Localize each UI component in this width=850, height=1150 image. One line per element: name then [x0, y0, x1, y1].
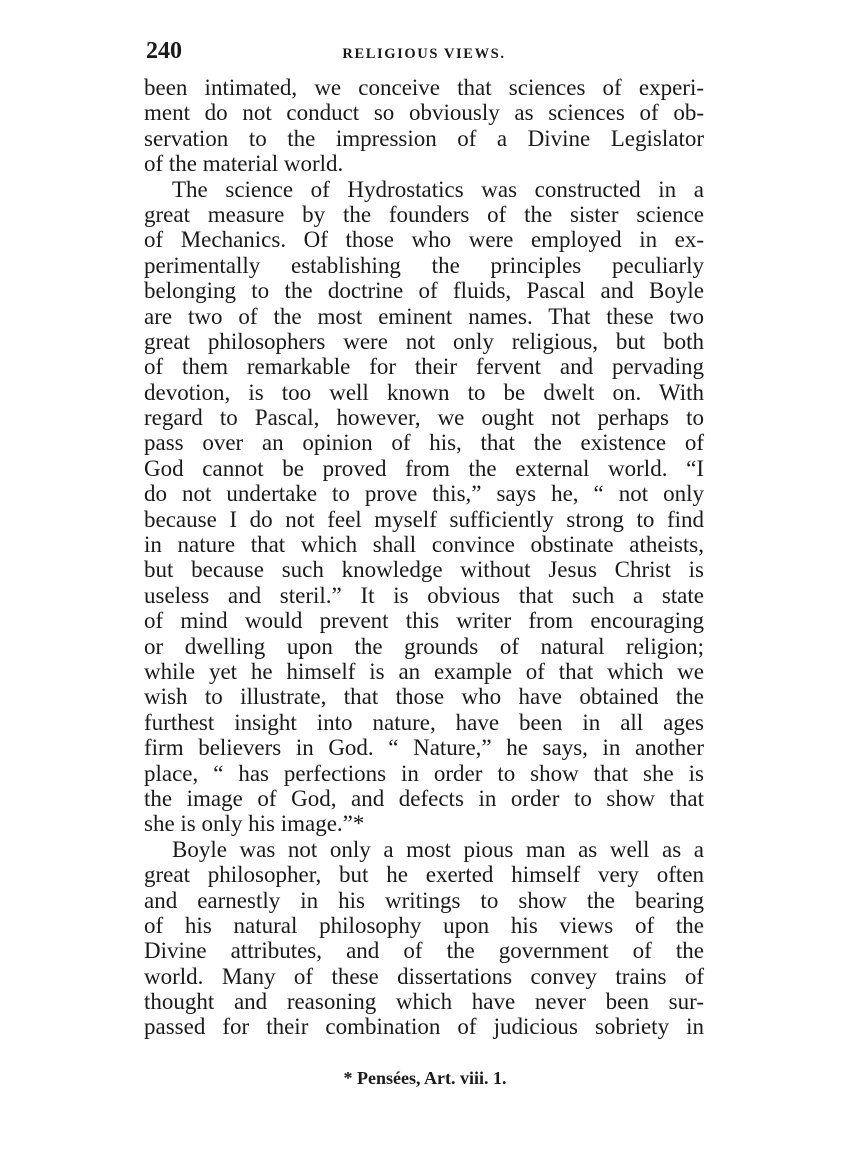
text-line: of the material world.: [144, 151, 344, 177]
footnote: * Pensées, Art. viii. 1.: [343, 1068, 507, 1088]
text-line: world. Many of these dissertations convey trains of: [144, 963, 704, 989]
text-line: furthest insight into nature, have been in all ages: [144, 709, 704, 735]
running-head: RELIGIOUS VIEWS.: [342, 46, 506, 62]
text-line: Divine attributes, and of the government of the: [144, 938, 704, 964]
text-line: wish to illustrate, that those who have obtained the: [144, 684, 704, 710]
text-line: and earnestly in his writings to show the bearing: [144, 887, 704, 913]
text-line: place, “ has perfections in order to show that she is: [144, 760, 704, 786]
text-line: thought and reasoning which have never been sur-: [144, 989, 704, 1015]
text-line: while yet he himself is an example of that which we: [144, 658, 704, 684]
text-line: of Mechanics. Of those who were employed in ex-: [144, 227, 704, 253]
text-line: God cannot be proved from the external world. “I: [144, 455, 704, 481]
text-line: she is only his image.”*: [144, 811, 365, 837]
text-line: of them remarkable for their fervent and pervading: [144, 354, 704, 380]
text-line: perimentally establishing the principles peculiarly: [144, 252, 704, 278]
text-line: passed for their combination of judicious sobriety in: [144, 1014, 704, 1040]
text-line: great philosophers were not only religious, but both: [144, 328, 704, 354]
page-header: [146, 38, 702, 70]
text-line: great philosopher, but he exerted himself very often: [144, 862, 704, 888]
text-line: great measure by the founders of the sister science: [144, 201, 704, 227]
text-line: or dwelling upon the grounds of natural religion;: [144, 633, 704, 659]
text-line: the image of God, and defects in order to show that: [144, 785, 704, 811]
text-line: pass over an opinion of his, that the existence of: [144, 430, 704, 456]
text-line: do not undertake to prove this,” says he, “ not only: [144, 481, 704, 507]
text-line: of mind would prevent this writer from encouraging: [144, 608, 704, 634]
text-line: firm believers in God. “ Nature,” he says, in another: [144, 735, 704, 761]
text-line: useless and steril.” It is obvious that such a state: [144, 582, 704, 608]
text-line: but because such knowledge without Jesus Christ is: [144, 557, 704, 583]
page-number: 240: [146, 38, 182, 64]
text-line: because I do not feel myself sufficiently strong to find: [144, 506, 704, 532]
text-line: are two of the most eminent names. That these two: [144, 303, 704, 329]
text-line: in nature that which shall convince obstinate atheists,: [144, 532, 704, 558]
paragraph-first-line: The science of Hydrostatics was constructed in a: [172, 176, 704, 202]
text-line: been intimated, we conceive that sciences of experi-: [144, 75, 704, 100]
text-line: devotion, is too well known to be dwelt on. With: [144, 379, 704, 405]
text-line: of his natural philosophy upon his views of the: [144, 912, 704, 938]
text-line: regard to Pascal, however, we ought not perhaps to: [144, 405, 704, 431]
text-line: servation to the impression of a Divine Legislator: [144, 125, 704, 151]
text-line: belonging to the doctrine of fluids, Pascal and Boyle: [144, 278, 704, 304]
paragraph-first-line: Boyle was not only a most pious man as well as a: [172, 836, 704, 862]
text-line: ment do not conduct so obviously as sciences of ob-: [144, 100, 704, 126]
body-text: [144, 75, 704, 1040]
